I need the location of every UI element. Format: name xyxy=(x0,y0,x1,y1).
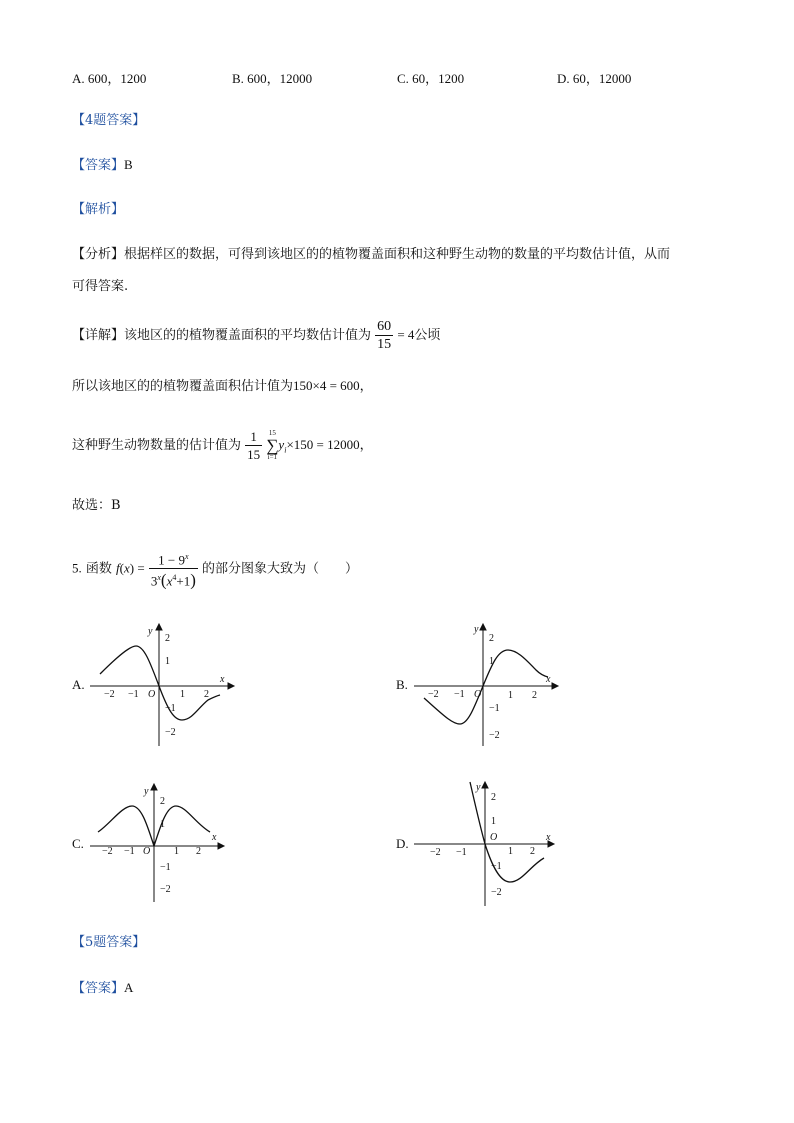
svg-text:−2: −2 xyxy=(160,884,171,895)
svg-text:−1: −1 xyxy=(489,703,500,714)
fenxi-tag: 【分析】 xyxy=(72,247,125,262)
svg-text:2: 2 xyxy=(491,792,496,803)
svg-text:−2: −2 xyxy=(430,847,441,858)
summation-symbol: 15 ∑ i=1 xyxy=(266,429,279,461)
svg-text:x: x xyxy=(546,674,551,685)
graph-d xyxy=(412,778,562,908)
q4-answer-line xyxy=(72,157,133,174)
svg-text:−1: −1 xyxy=(128,689,139,700)
q5-stem: 5. 函数 f(x) = $\frac{1 - 9^x}{3^x(x^4+1)}$ 的部分图象大致为（ ） xyxy=(72,548,358,590)
svg-text:O: O xyxy=(148,689,156,700)
function-fraction xyxy=(149,548,198,590)
sum-lower: i=1 xyxy=(267,453,278,461)
svg-text:x: x xyxy=(220,674,225,685)
graph-c xyxy=(88,780,238,904)
svg-text:−2: −2 xyxy=(102,846,113,857)
function-numerator: $1 - 9^x$ xyxy=(149,548,198,569)
svg-text:−1: −1 xyxy=(165,703,176,714)
q5-stem-suffix: 的部分图象大致为（ ） xyxy=(202,561,359,577)
svg-text:−2: −2 xyxy=(428,689,439,700)
q5-number: 5. xyxy=(72,560,82,576)
svg-text:O: O xyxy=(490,832,498,843)
svg-text:y: y xyxy=(144,786,149,797)
option-b: B. 600，12000 xyxy=(232,71,313,86)
svg-text:2: 2 xyxy=(530,846,535,857)
q4-animal-line xyxy=(72,425,373,471)
animal-text: 这种野生动物数量的估计值为 xyxy=(72,438,242,453)
q4-fenxi-line2: 可得答案. xyxy=(72,279,129,294)
answer-value: B xyxy=(124,157,133,172)
xiangjie-tag: 【详解】 xyxy=(72,328,125,343)
q4-answer-header: 【4题答案】 xyxy=(72,113,146,128)
svg-text:y: y xyxy=(474,624,479,635)
sum-sub: i xyxy=(284,445,287,455)
option-a: A. 600，1200 xyxy=(72,71,147,86)
sum-fraction-den: 15 xyxy=(247,447,261,462)
sum-upper: 15 xyxy=(268,429,276,437)
xiangjie-text: 该地区的的植物覆盖面积的平均数估计值为 xyxy=(124,328,372,343)
svg-text:−2: −2 xyxy=(489,730,500,741)
svg-text:2: 2 xyxy=(165,633,170,644)
q4-fenxi-line1 xyxy=(72,247,670,263)
sum-var: y xyxy=(278,437,285,452)
svg-text:−1: −1 xyxy=(124,846,135,857)
svg-text:−2: −2 xyxy=(491,887,502,898)
svg-text:1: 1 xyxy=(489,656,494,667)
graph-b-letter: B. xyxy=(396,677,408,692)
svg-text:2: 2 xyxy=(532,690,537,701)
svg-text:y: y xyxy=(476,782,481,793)
svg-text:−1: −1 xyxy=(456,847,467,858)
svg-text:−1: −1 xyxy=(160,862,171,873)
svg-text:O: O xyxy=(143,846,151,857)
svg-text:2: 2 xyxy=(489,633,494,644)
option-d: D. 60，12000 xyxy=(557,71,632,86)
q5-answer-header: 【5题答案】 xyxy=(72,935,146,950)
svg-text:x: x xyxy=(546,832,551,843)
area-expr: 150×4 = 600， xyxy=(293,378,373,393)
svg-text:−2: −2 xyxy=(104,689,115,700)
q5-answer-value: A xyxy=(124,980,134,995)
svg-text:1: 1 xyxy=(160,819,165,830)
q4-analysis-header: 【解析】 xyxy=(72,202,125,217)
graph-a-letter: A. xyxy=(72,677,85,692)
svg-text:2: 2 xyxy=(204,689,209,700)
svg-text:O: O xyxy=(474,689,482,700)
q5-answer-tag: 【答案】 xyxy=(72,981,125,996)
func-arg: x xyxy=(124,560,130,576)
svg-text:1: 1 xyxy=(165,656,170,667)
svg-text:x: x xyxy=(212,832,217,843)
fraction-result: = 4 xyxy=(397,327,415,342)
sum-fraction-num: 1 xyxy=(245,428,262,446)
svg-text:2: 2 xyxy=(196,846,201,857)
q5-stem-prefix: 函数 xyxy=(85,561,112,577)
svg-text:1: 1 xyxy=(174,846,179,857)
fraction-unit: 公顷 xyxy=(414,328,441,343)
graph-b xyxy=(412,620,562,748)
option-c: C. 60，1200 xyxy=(397,71,465,86)
fraction-denominator: 15 xyxy=(377,337,392,352)
area-fraction xyxy=(375,318,393,353)
function-denominator: $3^x(x^4+1)$ xyxy=(150,570,196,590)
svg-text:1: 1 xyxy=(508,846,513,857)
svg-text:1: 1 xyxy=(491,816,496,827)
svg-text:1: 1 xyxy=(180,689,185,700)
svg-text:−1: −1 xyxy=(454,689,465,700)
svg-text:y: y xyxy=(148,626,153,637)
svg-text:2: 2 xyxy=(160,796,165,807)
graph-a xyxy=(88,620,238,748)
fraction-numerator: 60 xyxy=(377,319,392,334)
q5-answer-line xyxy=(72,980,133,997)
func-name: f xyxy=(116,560,120,576)
svg-text:−1: −1 xyxy=(491,861,502,872)
sum-rest: ×150 = 12000， xyxy=(286,437,373,452)
fenxi-text: 根据样区的数据，可得到该地区的的植物覆盖面积和这种野生动物的数量的平均数估计值，从而 xyxy=(124,247,671,262)
q4-area-line xyxy=(72,378,373,395)
area-text: 所以该地区的的植物覆盖面积估计值为 xyxy=(72,379,294,394)
q4-choice-line: 故选：B xyxy=(72,498,121,513)
graph-c-letter: C. xyxy=(72,836,84,851)
svg-text:1: 1 xyxy=(508,690,513,701)
graph-d-letter: D. xyxy=(396,836,409,851)
svg-text:−2: −2 xyxy=(165,727,176,738)
answer-tag: 【答案】 xyxy=(72,158,125,173)
sum-fraction xyxy=(245,428,262,463)
q4-xiangjie-line xyxy=(72,317,440,354)
